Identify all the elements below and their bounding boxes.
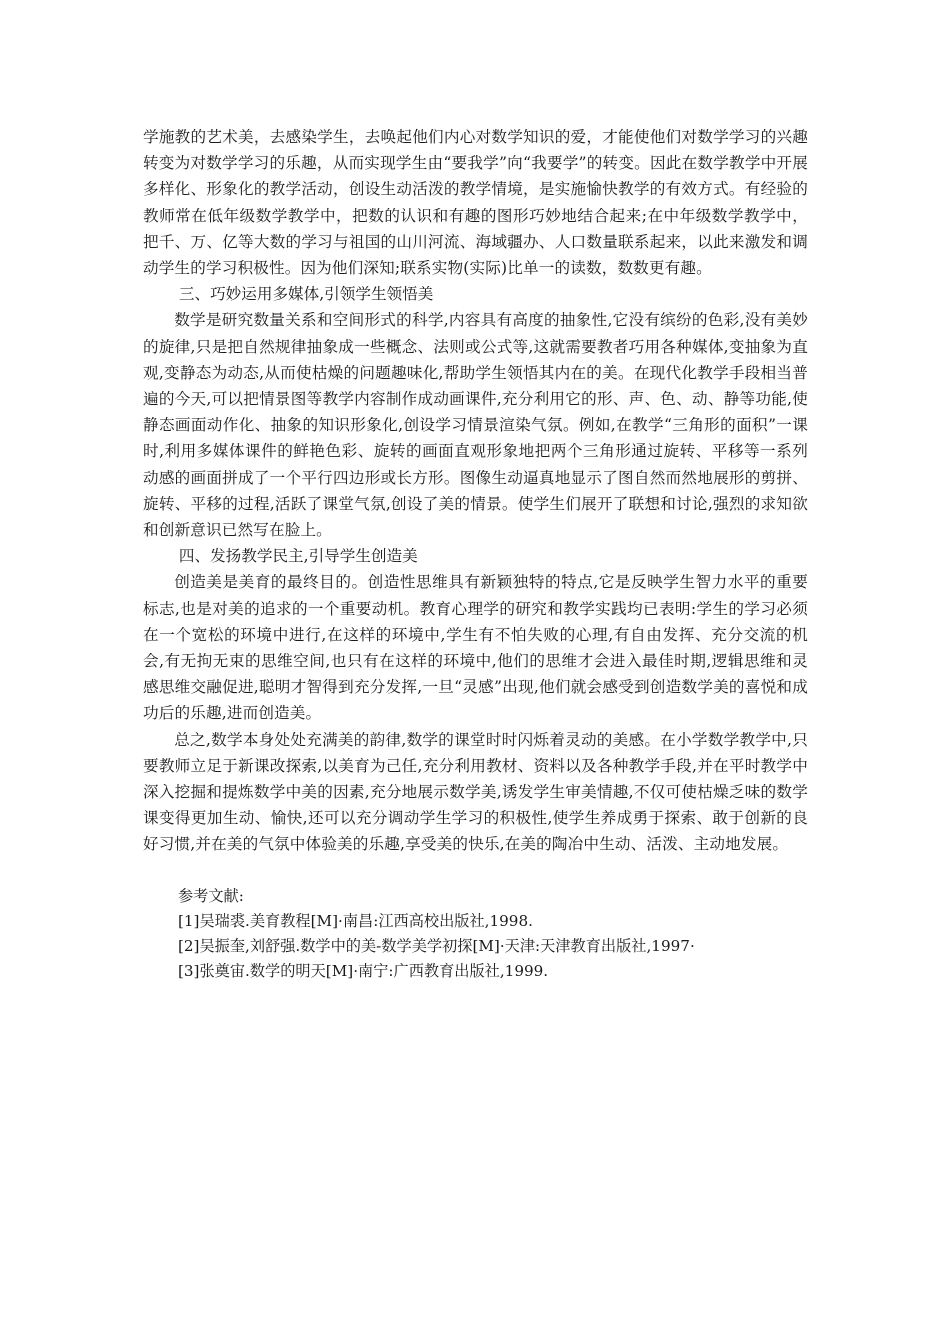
section-heading-4: 四、发扬教学民主,引导学生创造美	[178, 547, 418, 566]
reference-item-1: [1]吴瑞裘.美育教程[M]·南昌:江西高校出版社,1998.	[177, 911, 533, 930]
reference-item-2: [2]吴振奎,刘舒强.数学中的美-数学美学初探[M]·天津:天津教育出版社,1997·	[177, 936, 695, 955]
body-paragraph-1: 学施教的艺术美，去感染学生，去唤起他们内心对数学知识的爱，才能使他们对数学学习的兴趣转变为对数学学习的乐趣，从而实现学生由“要我学”向“我要学”的转变。因此在数学教学中开展多样化、形象化的教学活动，创设生动活泼的教学情境，是实施愉快教学的有效方式。有经验的教师常在低年级数学教学中，把数的认识和有趣的图形巧妙地结合起来;在中年级数学教学中，把千、万、亿等大数的学习与祖国的山川河流、海域疆办、人口数量联系起来，以此来激发和调动学生的学习积极性。因为他们深知;联系实物(实际)比单一的读数，数数更有趣。	[143, 128, 808, 278]
references-section	[143, 884, 808, 984]
reference-item-3: [3]张奠宙.数学的明天[M]·南宁:广西教育出版社,1999.	[177, 961, 549, 980]
body-paragraph-3: 创造美是美育的最终目的。创造性思维具有新颖独特的特点,它是反映学生智力水平的重要标志,也是对美的追求的一个重要动机。教育心理学的研究和教学实践均已表明:学生的学习必须在一个宽松的环境中进行,在这样的环境中,学生有不怕失败的心理,有自由发挥、充分交流的机会,有无拘无束的思维空间,也只有在这样的环境中,他们的思维才会进入最佳时期,逻辑思维和灵感思维交融促进,聪明才智得到充分发挥,一旦“灵感”出现,他们就会感受到创造数学美的喜悦和成功后的乐趣,进而创造美。	[143, 573, 808, 723]
conclusion-paragraph: 总之,数学本身处处充满美的韵律,数学的课堂时时闪烁着灵动的美感。在小学数学教学中,只要教师立足于新课改探索,以美育为己任,充分利用教材、资料以及各种教学手段,并在平时教学中深入挖掘和提炼数学中美的因素,充分地展示数学美,诱发学生审美情趣,不仅可使枯燥乏味的数学课变得更加生动、愉快,还可以充分调动学生学习的积极性,使学生养成勇于探索、敢于创新的良好习惯,并在美的气氛中体验美的乐趣,享受美的快乐,在美的陶冶中生动、活泼、主动地发展。	[143, 730, 808, 854]
section-heading-3: 三、巧妙运用多媒体,引领学生领悟美	[178, 285, 434, 304]
references-title: 参考文献:	[177, 886, 244, 905]
document-page	[143, 124, 808, 984]
body-paragraph-2: 数学是研究数量关系和空间形式的科学,内容具有高度的抽象性,它没有缤纷的色彩,没有美妙的旋律,只是把自然规律抽象成一些概念、法则或公式等,这就需要教者巧用各种媒体,变抽象为直观,变静态为动态,从而使枯燥的问题趣味化,帮助学生领悟其内在的美。在现代化教学手段相当普遍的今天,可以把情景图等教学内容制作成动画课件,充分利用它的形、声、色、动、静等功能,使静态画面动作化、抽象的知识形象化,创设学习情景渲染气氛。例如,在教学“三角形的面积”一课时,利用多媒体课件的鲜艳色彩、旋转的画面直观形象地把两个三角形通过旋转、平移等一系列动感的画面拼成了一个平行四边形或长方形。图像生动逼真地显示了图自然而然地展形的剪拼、旋转、平移的过程,活跃了课堂气氛,创设了美的情景。使学生们展开了联想和讨论,强烈的求知欲和创新意识已然写在脸上。	[143, 311, 808, 540]
